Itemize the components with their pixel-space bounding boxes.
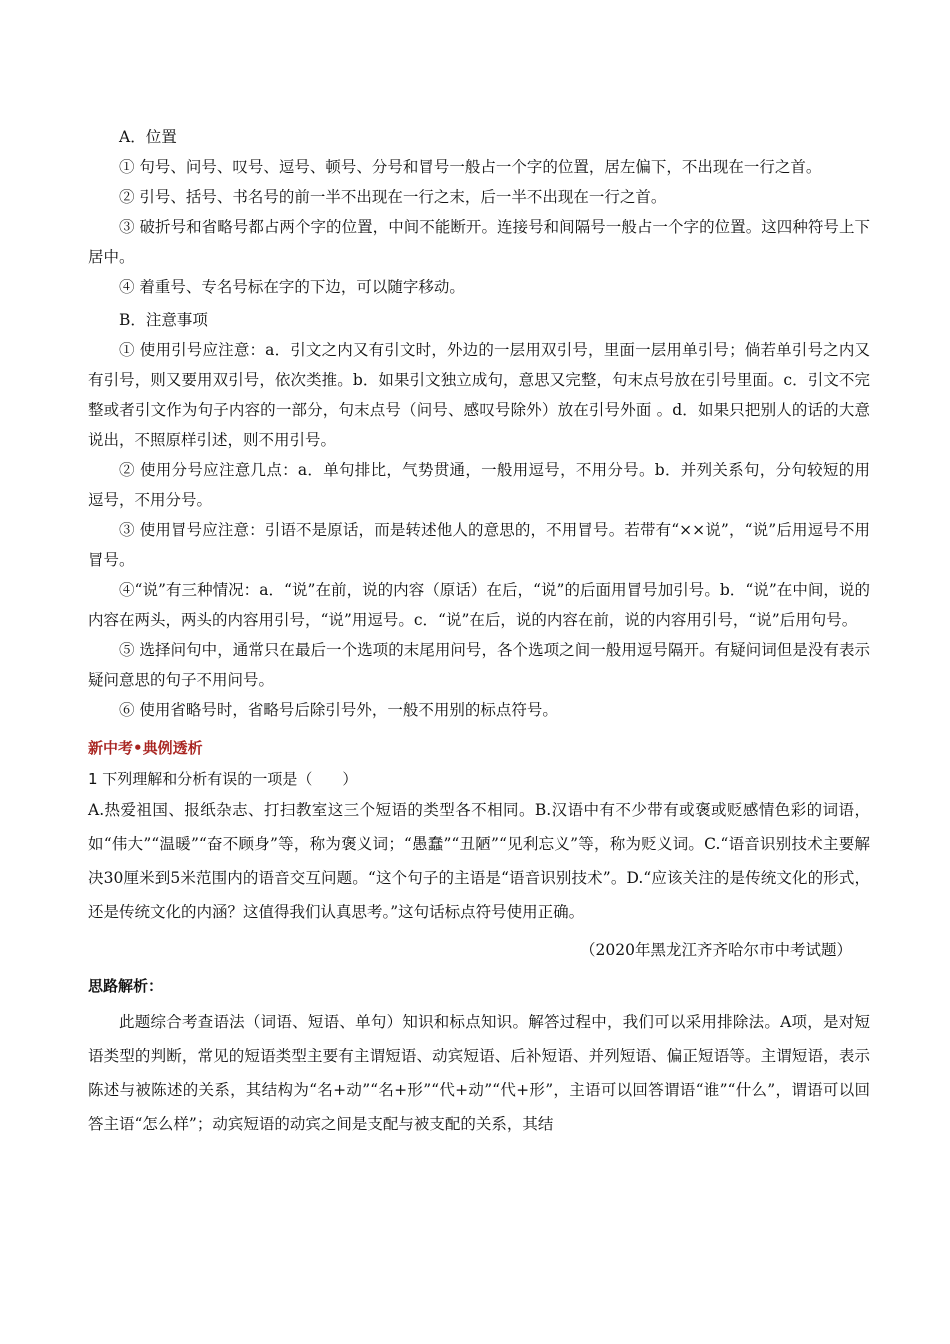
section-b-item-3: ③ 使用冒号应注意：引语不是原话，而是转述他人的意思的，不用冒号。若带有“××说”，“说”后用逗号不用冒号。 [88, 521, 870, 569]
analysis-heading: 思路解析： [88, 977, 164, 995]
section-a-item-2: ② 引号、括号、书名号的前一半不出现在一行之末，后一半不出现在一行之首。 [119, 188, 667, 206]
section-a-item-3: ③ 破折号和省略号都占两个字的位置，中间不能断开。连接号和间隔号一般占一个字的位置。这四种符号上下居中。 [88, 218, 870, 266]
section-a-item-1: ① 句号、问号、叹号、逗号、顿号、分号和冒号一般占一个字的位置，居左偏下，不出现在一行之首。 [119, 158, 822, 176]
section-b-item-6: ⑥ 使用省略号时，省略号后除引号外，一般不用别的标点符号。 [119, 701, 558, 719]
section-b-item-1: ① 使用引号应注意：a．引文之内又有引文时，外边的一层用双引号，里面一层用单引号；倘若单引号之内又有引号，则又要用双引号，依次类推。b．如果引文独立成句，意思又完整，句末点号放在引号里面。c．引文不完整或者引文作为句子内容的一部分，句末点号（问号、感叹号除外）放在引号外面 。d．如果只把别人的话的大意说出，不照原样引述，则不用引号。 [88, 341, 870, 449]
question-title: 1 下列理解和分析有误的一项是（ ） [88, 770, 358, 788]
section-a-item-4: ④ 着重号、专名号标在字的下边，可以随字移动。 [119, 278, 465, 296]
section-b-item-2: ② 使用分号应注意几点：a．单句排比，气势贯通，一般用逗号，不用分号。b．并列关系句，分句较短的用逗号，不用分号。 [88, 461, 870, 509]
example-heading: 新中考•典例透析 [88, 739, 203, 757]
section-b-title: B．注意事项 [119, 311, 208, 329]
question-source: （2020年黑龙江齐齐哈尔市中考试题） [580, 941, 852, 959]
section-b-item-5: ⑤ 选择问句中，通常只在最后一个选项的末尾用问号，各个选项之间一般用逗号隔开。有疑问词但是没有表示疑问意思的句子不用问号。 [88, 641, 870, 689]
analysis-body: 此题综合考查语法（词语、短语、单句）知识和标点知识。解答过程中，我们可以采用排除法。A项，是对短语类型的判断，常见的短语类型主要有主谓短语、动宾短语、后补短语、并列短语、偏正短语等。主谓短语，表示陈述与被陈述的关系，其结构为“名+动”“名+形”“代+动”“代+形”，主语可以回答谓语“谁”“什么”，谓语可以回答主语“怎么样”；动宾短语的动宾之间是支配与被支配的关系，其结 [88, 1013, 870, 1133]
question-body: A.热爱祖国、报纸杂志、打扫教室这三个短语的类型各不相同。B.汉语中有不少带有或褒或贬感情色彩的词语，如“伟大”“温暖”“奋不顾身”等，称为褒义词；“愚蠢”“丑陋”“见利忘义”等，称为贬义词。C.“语音识别技术主要解决30厘米到5米范围内的语音交互问题。“这个句子的主语是“语音识别技术”。D.“应该关注的是传统文化的形式，还是传统文化的内涵？这值得我们认真思考。”这句话标点符号使用正确。 [88, 801, 870, 921]
document-page [88, 122, 870, 1141]
section-b-item-4: ④“说”有三种情况：a．“说”在前，说的内容（原话）在后，“说”的后面用冒号加引号。b．“说”在中间，说的内容在两头，两头的内容用引号，“说”用逗号。c．“说”在后，说的内容在前，说的内容用引号，“说”后用句号。 [88, 581, 870, 629]
section-a-title: A．位置 [119, 128, 177, 146]
